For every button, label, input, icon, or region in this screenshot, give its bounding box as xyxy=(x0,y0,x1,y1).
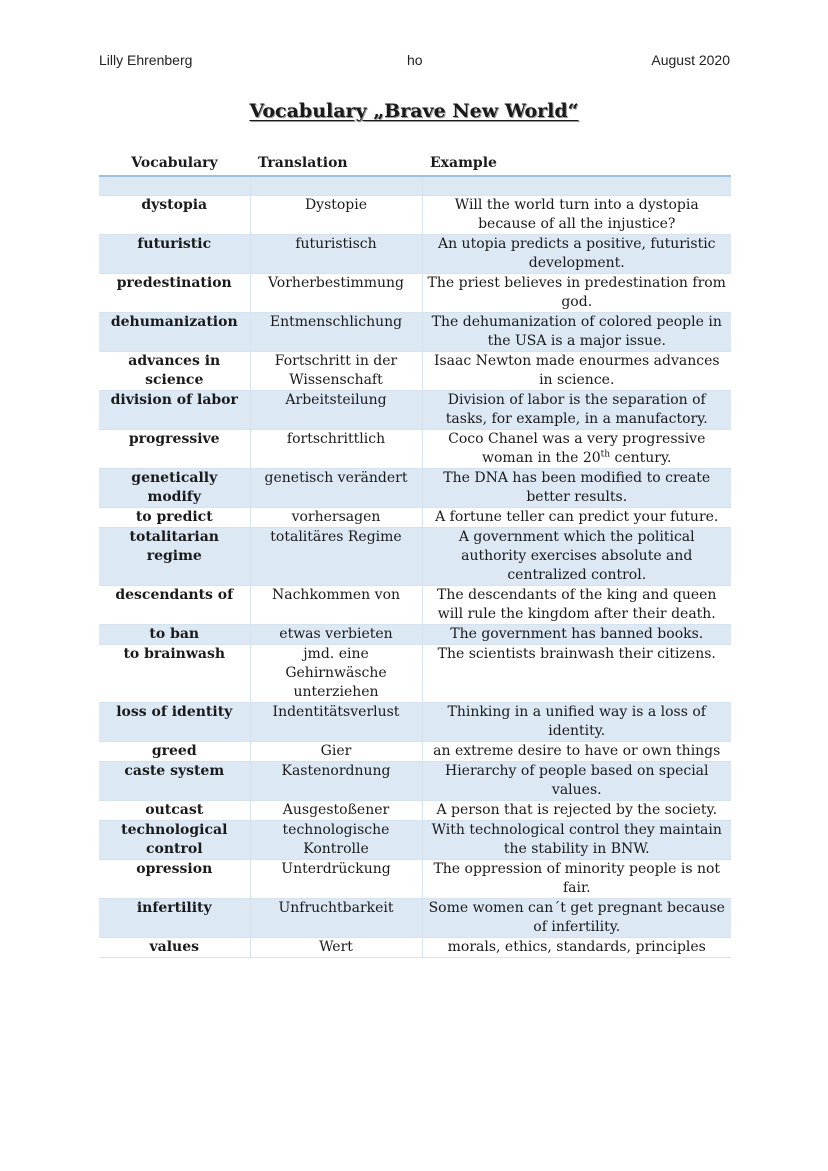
table-spacer-row xyxy=(99,176,731,196)
example-cell: The dehumanization of colored people in the USA is a major issue. xyxy=(422,313,731,352)
example-cell: The DNA has been modified to create better results. xyxy=(422,469,731,508)
vocab-cell: division of labor xyxy=(99,391,250,430)
translation-cell: Unfruchtbarkeit xyxy=(250,899,422,938)
translation-cell: technologische Kontrolle xyxy=(250,821,422,860)
translation-cell: Wert xyxy=(250,938,422,958)
page-title-text: Vocabulary „Brave New World“ xyxy=(249,100,579,122)
example-cell: An utopia predicts a positive, futuristic development. xyxy=(422,235,731,274)
translation-cell: Ausgestoßener xyxy=(250,801,422,821)
example-cell: The government has banned books. xyxy=(422,625,731,645)
translation-cell: etwas verbieten xyxy=(250,625,422,645)
translation-cell: Vorherbestimmung xyxy=(250,274,422,313)
table-row xyxy=(99,860,731,899)
translation-cell: genetisch verändert xyxy=(250,469,422,508)
translation-cell: Entmenschlichung xyxy=(250,313,422,352)
example-superscript: th xyxy=(600,449,611,460)
translation-cell: futuristisch xyxy=(250,235,422,274)
example-cell: Thinking in a unified way is a loss of identity. xyxy=(422,703,731,742)
vocab-cell: infertility xyxy=(99,899,250,938)
translation-cell: Indentitätsverlust xyxy=(250,703,422,742)
translation-cell: Kastenordnung xyxy=(250,762,422,801)
header-date: August 2020 xyxy=(651,52,730,68)
vocab-cell: to ban xyxy=(99,625,250,645)
translation-cell: Fortschritt in der Wissenschaft xyxy=(250,352,422,391)
vocab-cell: caste system xyxy=(99,762,250,801)
vocab-cell: greed xyxy=(99,742,250,762)
table-row xyxy=(99,625,731,645)
column-header-vocabulary: Vocabulary xyxy=(99,152,250,176)
example-cell: A fortune teller can predict your future. xyxy=(422,508,731,528)
translation-cell: Arbeitsteilung xyxy=(250,391,422,430)
table-body xyxy=(99,176,731,958)
example-cell: With technological control they maintain the stability in BNW. xyxy=(422,821,731,860)
header-author: Lilly Ehrenberg xyxy=(99,52,193,68)
vocab-cell: genetically modify xyxy=(99,469,250,508)
vocab-cell: advances in science xyxy=(99,352,250,391)
table-row xyxy=(99,899,731,938)
example-cell: A government which the political authority exercises absolute and centralized control. xyxy=(422,528,731,586)
translation-cell: jmd. eine Gehirnwäsche unterziehen xyxy=(250,645,422,703)
table-row xyxy=(99,586,731,625)
example-cell: Will the world turn into a dystopia because of all the injustice? xyxy=(422,196,731,235)
vocab-cell: predestination xyxy=(99,274,250,313)
vocab-cell: values xyxy=(99,938,250,958)
header-initials: ho xyxy=(407,52,423,68)
translation-cell: Gier xyxy=(250,742,422,762)
vocab-cell: to brainwash xyxy=(99,645,250,703)
vocab-cell: technological control xyxy=(99,821,250,860)
vocab-cell: totalitarian regime xyxy=(99,528,250,586)
vocab-cell: to predict xyxy=(99,508,250,528)
page-title xyxy=(0,100,828,122)
vocab-cell: opression xyxy=(99,860,250,899)
example-cell: Division of labor is the separation of tasks, for example, in a manufactory. xyxy=(422,391,731,430)
table-row xyxy=(99,274,731,313)
table-row xyxy=(99,703,731,742)
vocab-cell: progressive xyxy=(99,430,250,469)
table-row xyxy=(99,508,731,528)
table-row xyxy=(99,528,731,586)
table-row xyxy=(99,742,731,762)
table-row xyxy=(99,196,731,235)
example-text: Coco Chanel was a very progressive woman in the 20 xyxy=(448,431,706,466)
example-cell: A person that is rejected by the society. xyxy=(422,801,731,821)
table-row xyxy=(99,645,731,703)
example-cell: Isaac Newton made enourmes advances in science. xyxy=(422,352,731,391)
translation-cell: fortschrittlich xyxy=(250,430,422,469)
translation-cell: vorhersagen xyxy=(250,508,422,528)
translation-cell: totalitäres Regime xyxy=(250,528,422,586)
table-row xyxy=(99,235,731,274)
example-cell: The oppression of minority people is not fair. xyxy=(422,860,731,899)
column-header-translation: Translation xyxy=(250,152,422,176)
example-cell: an extreme desire to have or own things xyxy=(422,742,731,762)
example-cell: The descendants of the king and queen will rule the kingdom after their death. xyxy=(422,586,731,625)
table-row xyxy=(99,391,731,430)
table-row xyxy=(99,352,731,391)
example-cell xyxy=(422,430,731,469)
example-cell: Hierarchy of people based on special values. xyxy=(422,762,731,801)
table-header-row xyxy=(99,152,731,176)
example-cell: The scientists brainwash their citizens. xyxy=(422,645,731,703)
table-row xyxy=(99,313,731,352)
translation-cell: Dystopie xyxy=(250,196,422,235)
vocabulary-table xyxy=(99,152,731,958)
table-row xyxy=(99,430,731,469)
translation-cell: Nachkommen von xyxy=(250,586,422,625)
vocab-cell: outcast xyxy=(99,801,250,821)
translation-cell: Unterdrückung xyxy=(250,860,422,899)
vocab-cell: dystopia xyxy=(99,196,250,235)
example-text: century. xyxy=(610,450,672,466)
column-header-example: Example xyxy=(422,152,731,176)
vocab-cell: loss of identity xyxy=(99,703,250,742)
vocab-cell: descendants of xyxy=(99,586,250,625)
example-cell: The priest believes in predestination from god. xyxy=(422,274,731,313)
table-row xyxy=(99,469,731,508)
example-cell: morals, ethics, standards, principles xyxy=(422,938,731,958)
table-row xyxy=(99,762,731,801)
vocab-cell: dehumanization xyxy=(99,313,250,352)
table-row xyxy=(99,801,731,821)
table-row xyxy=(99,938,731,958)
vocab-cell: futuristic xyxy=(99,235,250,274)
example-cell: Some women can´t get pregnant because of infertility. xyxy=(422,899,731,938)
table-row xyxy=(99,821,731,860)
